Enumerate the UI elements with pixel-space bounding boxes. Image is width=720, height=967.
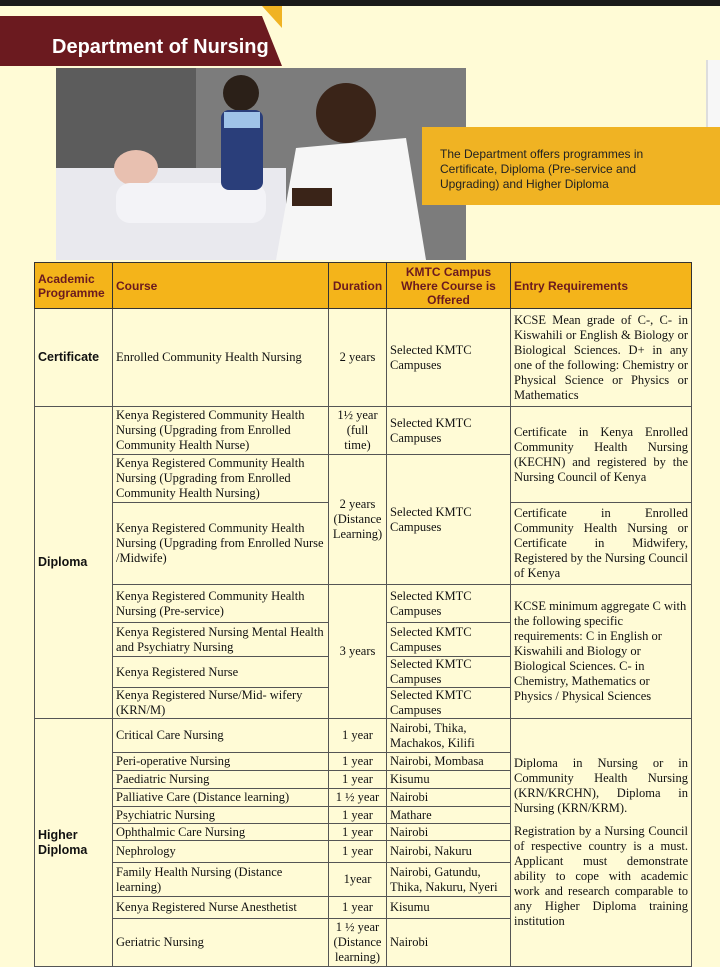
table-header-row	[35, 263, 692, 309]
course-cell: Kenya Registered Community Health Nursing (Upgrading from Enrolled Community Health Nurse)	[113, 407, 329, 455]
entry-text: Registration by a Nursing Council of respective country is a must. Applicant must demonstrate ability to cope with academic work and research comparable to any Higher Diploma training institution	[514, 824, 688, 928]
entry-cell: KCSE Mean grade of C-, C- in Kiswahili or English & Biology or Biological Sciences. D+ in any one of the following: Chemistry or Physical Science or Physics or Mathematics	[511, 309, 692, 407]
table-row	[35, 407, 692, 455]
course-cell: Ophthalmic Care Nursing	[113, 824, 329, 841]
campus-cell: Kisumu	[387, 897, 511, 919]
header-campus: KMTC Campus Where Course is Offered	[387, 263, 511, 309]
page-title: Department of Nursing	[52, 36, 269, 58]
campus-cell: Selected KMTC Campuses	[387, 623, 511, 657]
programme-diploma: Diploma	[35, 407, 113, 719]
programme-certificate: Certificate	[35, 309, 113, 407]
duration-cell: 1 ½ year (Distance learning)	[329, 919, 387, 967]
course-cell: Kenya Registered Nursing Mental Health and Psychiatry Nursing	[113, 623, 329, 657]
table-row	[35, 309, 692, 407]
course-cell: Paediatric Nursing	[113, 771, 329, 789]
course-cell: Psychiatric Nursing	[113, 807, 329, 824]
campus-cell: Nairobi	[387, 824, 511, 841]
header-entry: Entry Requirements	[511, 263, 692, 309]
course-cell: Kenya Registered Community Health Nursing (Upgrading from Enrolled Nurse /Midwife)	[113, 503, 329, 585]
table-row	[35, 719, 692, 753]
entry-cell: Certificate in Kenya Enrolled Community Health Nursing (KECHN) and registered by the Nursing Council of Kenya	[511, 407, 692, 503]
programmes-table	[34, 262, 692, 967]
table-row	[35, 585, 692, 623]
header-course: Course	[113, 263, 329, 309]
entry-text: Diploma in Nursing or in Community Health Nursing (KRN/KRCHN), Diploma in Nursing (KRN/KRM).	[514, 756, 688, 815]
duration-cell: 1 year	[329, 841, 387, 863]
campus-cell: Selected KMTC Campuses	[387, 657, 511, 688]
course-cell: Geriatric Nursing	[113, 919, 329, 967]
campus-cell: Selected KMTC Campuses	[387, 585, 511, 623]
course-cell: Kenya Registered Nurse	[113, 657, 329, 688]
campus-cell: Selected KMTC Campuses	[387, 309, 511, 407]
campus-cell: Nairobi, Mombasa	[387, 753, 511, 771]
campus-cell: Selected KMTC Campuses	[387, 407, 511, 455]
duration-cell: 1 year	[329, 807, 387, 824]
duration-cell: 1 ½ year	[329, 789, 387, 807]
entry-cell-higher	[511, 719, 692, 967]
campus-cell: Selected KMTC Campuses	[387, 455, 511, 585]
course-cell: Critical Care Nursing	[113, 719, 329, 753]
campus-cell: Nairobi	[387, 789, 511, 807]
top-bar	[0, 0, 720, 6]
programme-higher-diploma: Higher Diploma	[35, 719, 113, 967]
course-cell: Peri-operative Nursing	[113, 753, 329, 771]
duration-cell: 3 years	[329, 585, 387, 719]
course-cell: Kenya Registered Nurse Anesthetist	[113, 897, 329, 919]
duration-cell: 2 years (Distance Learning)	[329, 455, 387, 585]
campus-cell: Kisumu	[387, 771, 511, 789]
campus-cell: Nairobi, Nakuru	[387, 841, 511, 863]
campus-cell: Selected KMTC Campuses	[387, 688, 511, 719]
course-cell: Kenya Registered Community Health Nursing (Pre-service)	[113, 585, 329, 623]
entry-cell: KCSE minimum aggregate C with the following specific requirements: C in English or Kiswahili and Biology or Biological Sciences. C- in Chemistry, Mathematics or Physics / Physical Sciences	[511, 585, 692, 719]
course-cell: Kenya Registered Community Health Nursing (Upgrading from Enrolled Community Health Nursing)	[113, 455, 329, 503]
campus-cell: Mathare	[387, 807, 511, 824]
nursing-photo	[56, 68, 466, 260]
entry-cell: Certificate in Enrolled Community Health Nursing or Certificate in Midwifery, Registered by the Nursing Council of Kenya	[511, 503, 692, 585]
duration-cell: 1year	[329, 863, 387, 897]
campus-cell: Nairobi, Gatundu, Thika, Nakuru, Nyeri	[387, 863, 511, 897]
header-duration: Duration	[329, 263, 387, 309]
course-cell: Family Health Nursing (Distance learning)	[113, 863, 329, 897]
duration-cell: 1 year	[329, 824, 387, 841]
duration-cell: 2 years	[329, 309, 387, 407]
callout-text: The Department offers programmes in Certificate, Diploma (Pre-service and Upgrading) and Higher Diploma	[440, 147, 644, 191]
duration-cell: 1 year	[329, 897, 387, 919]
campus-cell: Nairobi, Thika, Machakos, Kilifi	[387, 719, 511, 753]
duration-cell: 1 year	[329, 771, 387, 789]
duration-cell: 1½ year (full time)	[329, 407, 387, 455]
course-cell: Nephrology	[113, 841, 329, 863]
course-cell: Kenya Registered Nurse/Mid- wifery (KRN/M)	[113, 688, 329, 719]
duration-cell: 1 year	[329, 719, 387, 753]
course-cell: Enrolled Community Health Nursing	[113, 309, 329, 407]
duration-cell: 1 year	[329, 753, 387, 771]
course-cell: Palliative Care (Distance learning)	[113, 789, 329, 807]
header-programme: Academic Programme	[35, 263, 113, 309]
campus-cell: Nairobi	[387, 919, 511, 967]
